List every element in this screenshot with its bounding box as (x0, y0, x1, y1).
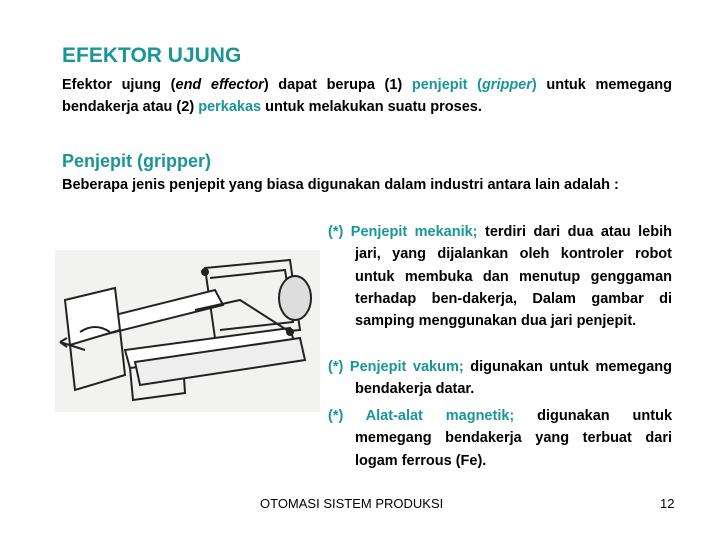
intro-paragraph (62, 74, 672, 118)
gripper-illustration (55, 250, 320, 412)
item-head: (*) Penjepit vakum; (328, 359, 464, 375)
intro-highlight: penjepit ( (411, 77, 482, 93)
list-item (328, 405, 672, 472)
item-head: (*) Penjepit mekanik; (328, 224, 478, 240)
intro-text: untuk memegang bendakerja atau (2) (62, 77, 672, 115)
item-body: digunakan untuk memegang bendakerja yang terbuat dari logam ferrous (Fe). (355, 408, 673, 469)
lead-paragraph: Beberapa jenis penjepit yang biasa digunakan dalam industri antara lain adalah : (62, 177, 619, 193)
list-item (328, 356, 672, 401)
list-item (328, 221, 672, 332)
intro-text: ) dapat berupa (1) (263, 77, 412, 93)
intro-text: untuk melakukan suatu proses. (261, 99, 482, 115)
intro-italic: end effector (175, 77, 264, 93)
intro-highlight: ) (531, 77, 537, 93)
item-head: (*) Alat-alat magnetik; (328, 408, 515, 424)
intro-text: Efektor ujung ( (62, 77, 176, 93)
intro-highlight: perkakas (198, 99, 262, 115)
section-subtitle: Penjepit (gripper) (62, 151, 212, 171)
intro-highlight-italic: gripper (481, 77, 532, 93)
item-body: terdiri dari dua atau lebih jari, yang dijalankan oleh kontroler robot untuk membuka dan menutup genggaman terhadap ben-dakerja, Dalam gambar di samping menggunakan dua jari penjepit. (355, 224, 672, 330)
page-number: 12 (660, 496, 675, 511)
item-body: digunakan untuk memegang bendakerja datar. (355, 359, 673, 398)
footer-text: OTOMASI SISTEM PRODUKSI (260, 496, 444, 511)
slide-title: EFEKTOR UJUNG (62, 44, 242, 67)
